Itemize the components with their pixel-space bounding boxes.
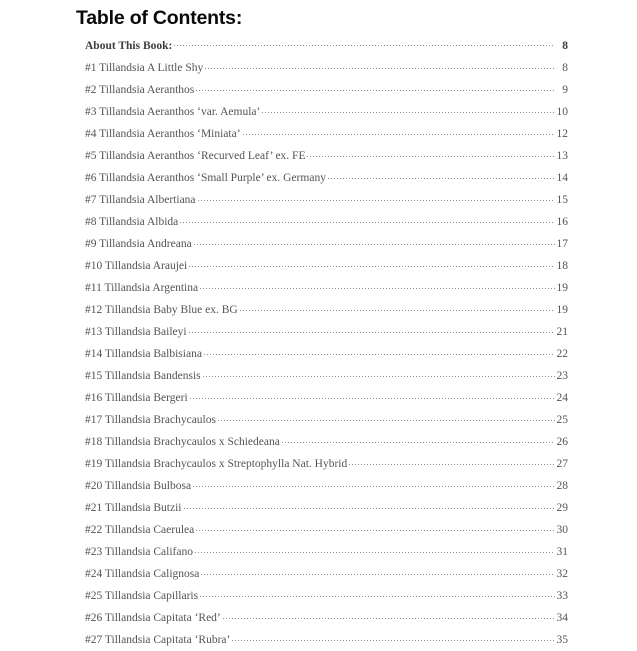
toc-entry[interactable] [85,585,568,607]
toc-entry-page-number: 12 [556,128,568,140]
toc-entry-page-number: 32 [556,568,568,580]
toc-entry-page-number: 8 [562,40,568,52]
toc-entry-page-number: 30 [556,524,568,536]
toc-leader-dots [184,500,556,511]
toc-entry[interactable] [85,541,568,563]
toc-entry[interactable] [85,387,568,409]
toc-leader-dots [349,456,555,467]
toc-entry[interactable] [85,607,568,629]
toc-entry[interactable] [85,629,568,651]
toc-entry-label: #8 Tillandsia Albida [85,216,179,228]
toc-entry-page-number: 8 [562,62,568,74]
toc-entry-label: #16 Tillandsia Bergeri [85,392,188,404]
toc-entry-label: #10 Tillandsia Araujei [85,260,188,272]
toc-entry[interactable] [85,497,568,519]
toc-leader-dots [243,126,555,137]
toc-entry-label: #21 Tillandsia Butzii [85,502,182,514]
toc-entry-page-number: 31 [556,546,568,558]
toc-entry-page-number: 18 [556,260,568,272]
toc-leader-dots [200,588,555,599]
toc-entry[interactable] [85,233,568,255]
toc-entry-page-number: 13 [556,150,568,162]
toc-entry[interactable] [85,431,568,453]
toc-entry[interactable] [85,409,568,431]
toc-entry-page-number: 33 [556,590,568,602]
toc-leader-dots [189,324,555,335]
toc-entry-page-number: 29 [556,502,568,514]
toc-leader-dots [204,346,555,357]
toc-entry-page-number: 24 [556,392,568,404]
toc-entry-page-number: 34 [556,612,568,624]
toc-entry[interactable] [85,343,568,365]
toc-entry-label: #9 Tillandsia Andreana [85,238,192,250]
toc-entry-page-number: 21 [556,326,568,338]
toc-entry-page-number: 23 [556,370,568,382]
toc-entry-page-number: 10 [556,106,568,118]
toc-entry[interactable] [85,475,568,497]
toc-entry-label: #7 Tillandsia Albertiana [85,194,196,206]
toc-entry[interactable] [85,123,568,145]
toc-entry-label: #18 Tillandsia Brachycaulos x Schiedeana [85,436,280,448]
toc-entry-label: #27 Tillandsia Capitata ‘Rubra’ [85,634,231,646]
toc-entry-label: #3 Tillandsia Aeranthos ‘var. Aemula’ [85,106,261,118]
toc-entry-label: #2 Tillandsia Aeranthos [85,84,195,96]
toc-entry-page-number: 15 [556,194,568,206]
toc-leader-dots [200,280,555,291]
toc-leader-dots [180,214,555,225]
toc-entry-page-number: 27 [556,458,568,470]
toc-entry[interactable] [85,321,568,343]
toc-entry-label: #17 Tillandsia Brachycaulos [85,414,216,426]
toc-leader-dots [190,390,555,401]
toc-leader-dots [198,192,555,203]
toc-entry-label: #23 Tillandsia Califano [85,546,193,558]
toc-leader-dots [262,104,555,115]
toc-entry-page-number: 19 [556,282,568,294]
toc-entry[interactable] [85,57,568,79]
toc-leader-dots [223,610,555,621]
toc-entry-label: #20 Tillandsia Bulbosa [85,480,192,492]
toc-entry[interactable] [85,365,568,387]
toc-entry[interactable] [85,167,568,189]
toc-leader-dots [196,82,555,93]
toc-entry[interactable] [85,189,568,211]
toc-entry-page-number: 9 [562,84,568,96]
page-title: Table of Contents: [76,7,243,29]
toc-leader-dots [174,38,555,49]
toc-entry-label: #6 Tillandsia Aeranthos ‘Small Purple’ ex. Germany [85,172,326,184]
toc-leader-dots [307,148,555,159]
toc-leader-dots [193,478,555,489]
toc-leader-dots [201,566,555,577]
toc-entry[interactable] [85,101,568,123]
toc-entry[interactable] [85,211,568,233]
toc-entry-page-number: 22 [556,348,568,360]
toc-entry[interactable] [85,35,568,57]
toc-leader-dots [205,60,555,71]
toc-leader-dots [240,302,555,313]
toc-entry[interactable] [85,277,568,299]
toc-leader-dots [218,412,555,423]
toc-entry-label: #24 Tillandsia Calignosa [85,568,200,580]
toc-entry-page-number: 17 [556,238,568,250]
toc-entry-label: #19 Tillandsia Brachycaulos x Streptophylla Nat. Hybrid [85,458,348,470]
toc-entry-label: #11 Tillandsia Argentina [85,282,199,294]
toc-entry[interactable] [85,519,568,541]
toc-leader-dots [282,434,555,445]
toc-entry-page-number: 14 [556,172,568,184]
toc-entry[interactable] [85,255,568,277]
toc-leader-dots [328,170,555,181]
toc-entry-label: #13 Tillandsia Baileyi [85,326,187,338]
toc-entry[interactable] [85,453,568,475]
toc-entry-page-number: 25 [556,414,568,426]
toc-entry-page-number: 26 [556,436,568,448]
toc-leader-dots [196,522,555,533]
toc-entry[interactable] [85,563,568,585]
toc-leader-dots [232,632,555,643]
toc-entry-label: #25 Tillandsia Capillaris [85,590,199,602]
toc-leader-dots [194,236,555,247]
toc-entry[interactable] [85,79,568,101]
toc-entry-label: #1 Tillandsia A Little Shy [85,62,204,74]
toc-entry-page-number: 16 [556,216,568,228]
toc-entry-page-number: 19 [556,304,568,316]
toc-entry-label: #14 Tillandsia Balbisiana [85,348,202,360]
toc-leader-dots [203,368,555,379]
toc-entry-label: #15 Tillandsia Bandensis [85,370,201,382]
toc-entry-label: #4 Tillandsia Aeranthos ‘Miniata’ [85,128,241,140]
toc-entry-label: #22 Tillandsia Caerulea [85,524,195,536]
toc-entry-label: About This Book: [85,40,173,52]
toc-entry[interactable] [85,299,568,321]
toc-entry-label: #12 Tillandsia Baby Blue ex. BG [85,304,238,316]
toc-leader-dots [189,258,555,269]
table-of-contents-list [85,35,568,651]
toc-entry[interactable] [85,145,568,167]
toc-entry-page-number: 28 [556,480,568,492]
toc-entry-label: #26 Tillandsia Capitata ‘Red’ [85,612,221,624]
toc-entry-page-number: 35 [556,634,568,646]
toc-leader-dots [195,544,555,555]
toc-entry-label: #5 Tillandsia Aeranthos ‘Recurved Leaf’ ex. FE [85,150,306,162]
